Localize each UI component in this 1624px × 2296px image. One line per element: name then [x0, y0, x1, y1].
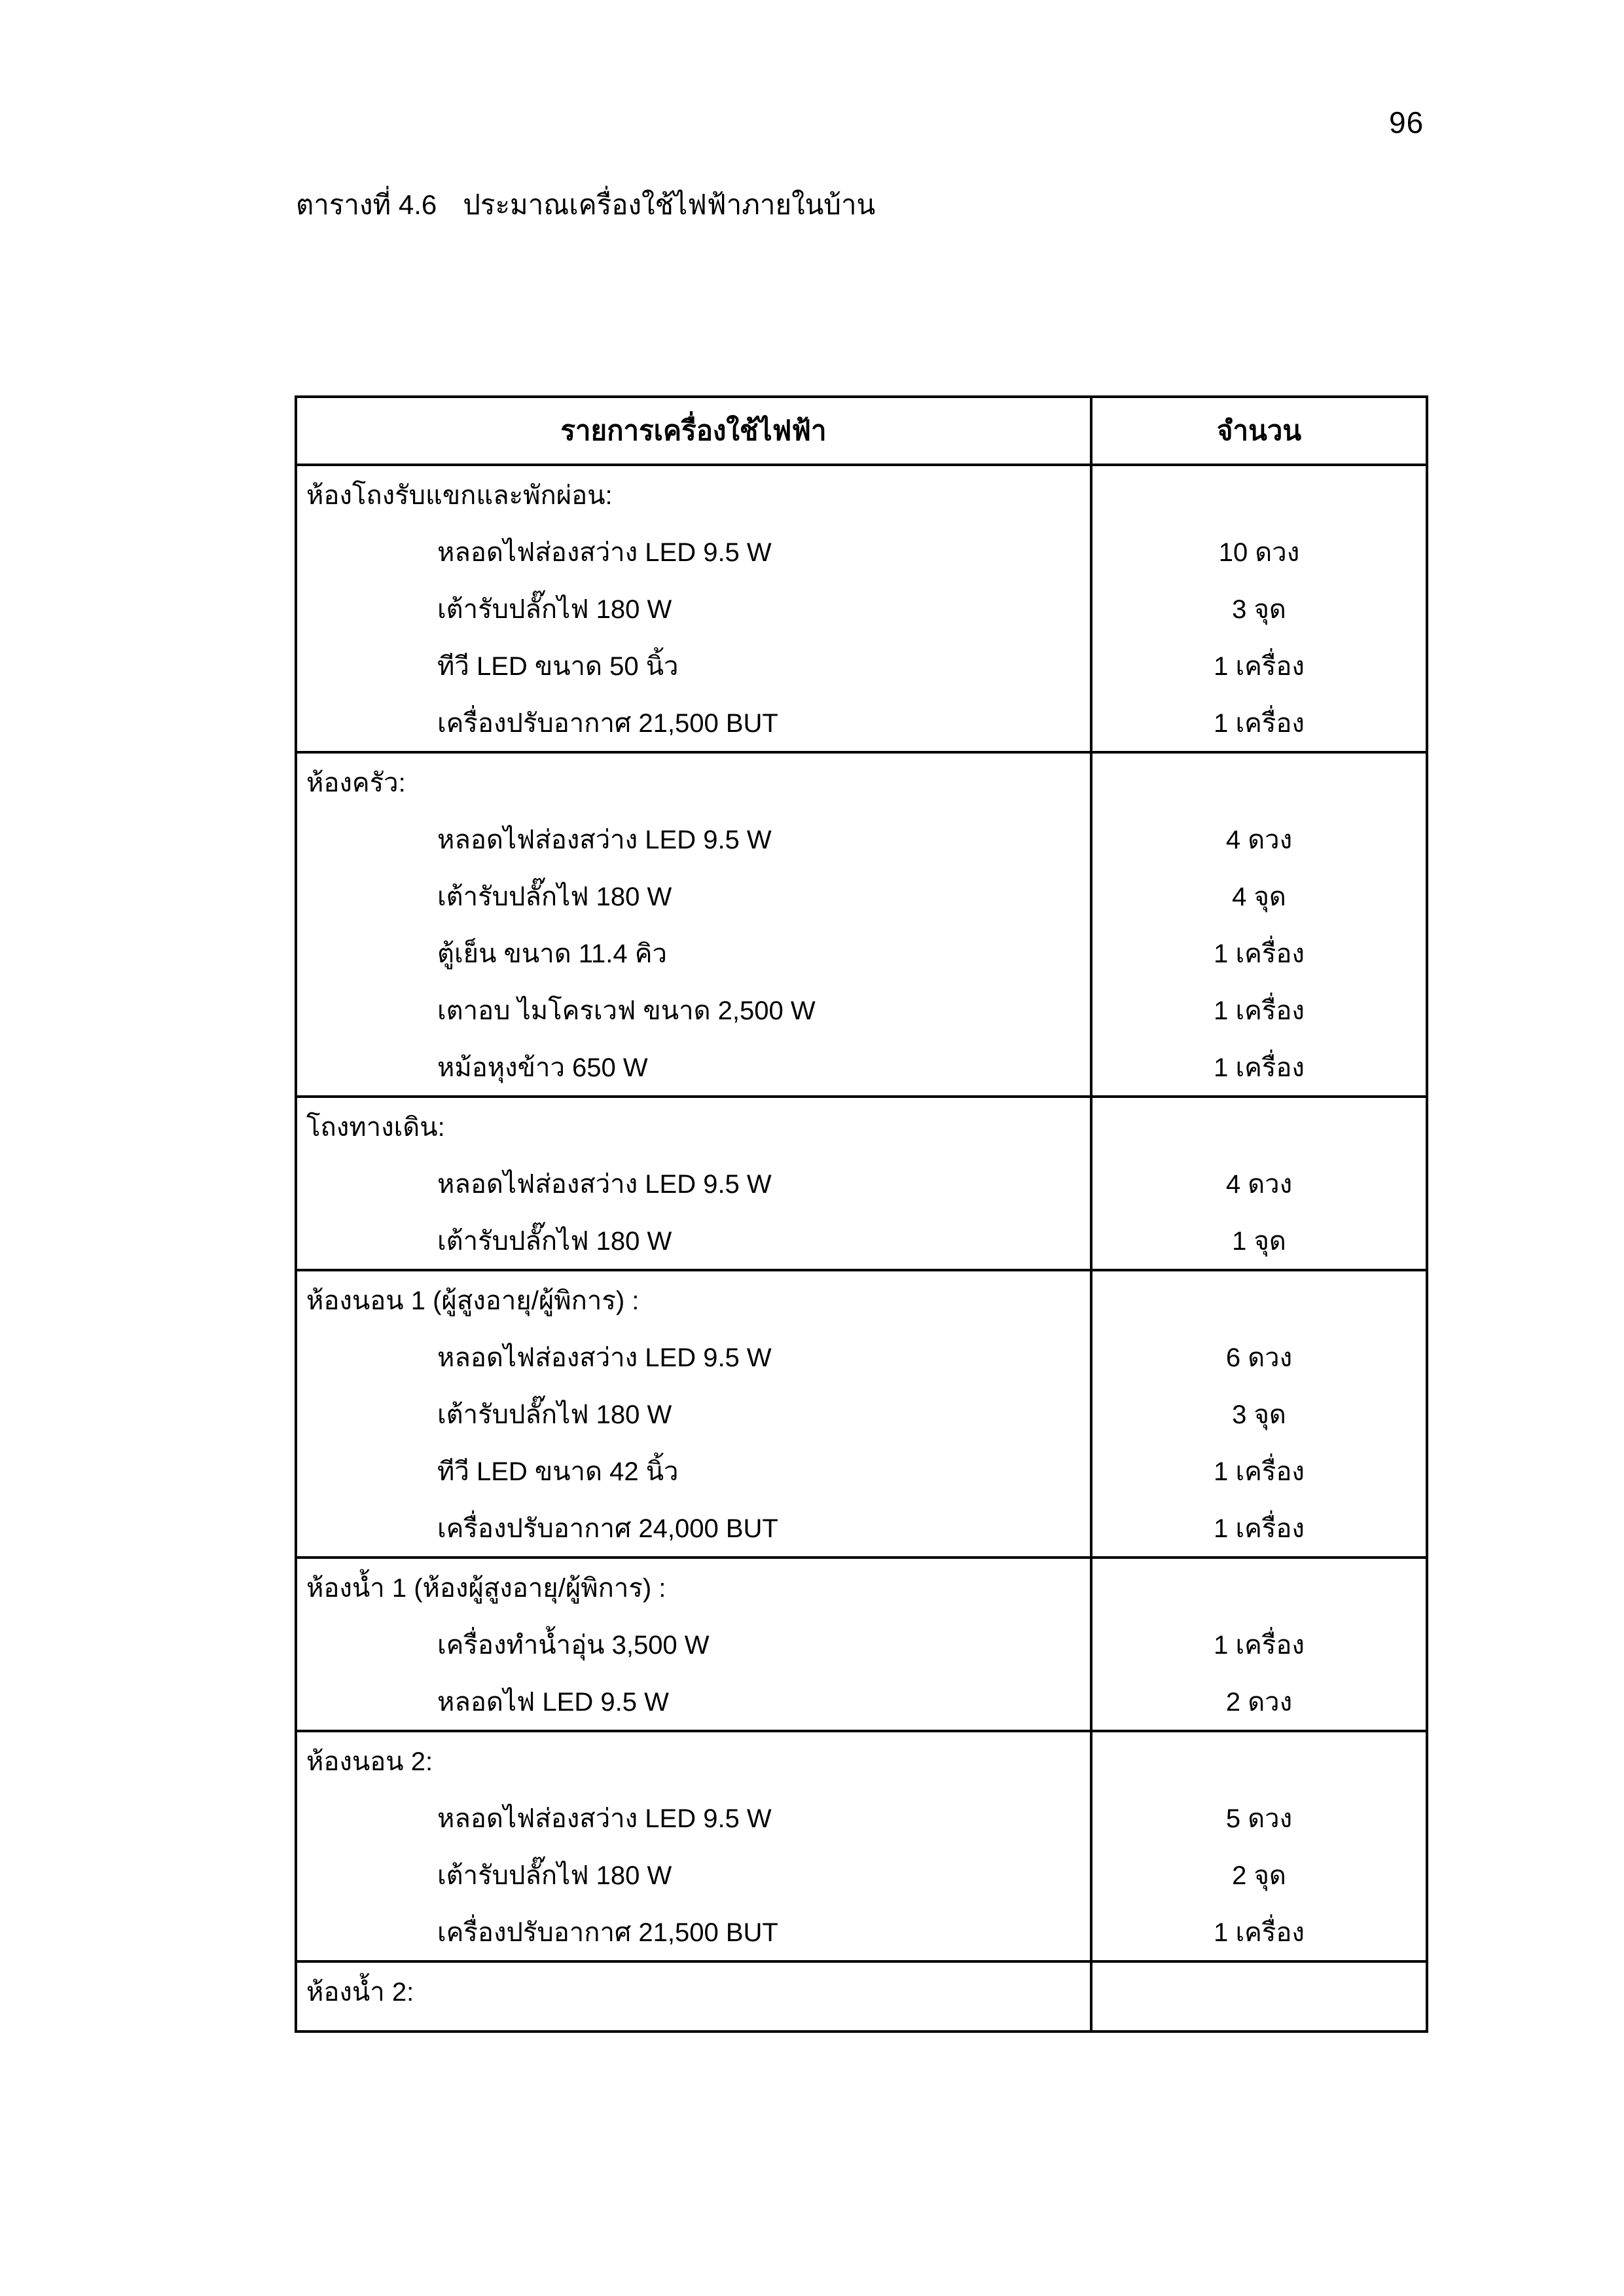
- room-section-row: [296, 465, 1427, 752]
- item-quantity: 1 เครื่อง: [1214, 1514, 1305, 1543]
- room-name: ห้องนอน 1 (ผู้สูงอายุ/ผู้พิการ) :: [306, 1286, 640, 1315]
- item-quantity: 3 จุด: [1232, 594, 1286, 624]
- header-row: [296, 397, 1427, 465]
- item-quantity: 6 ดวง: [1225, 1343, 1293, 1372]
- item-quantity: 1 จุด: [1232, 1226, 1286, 1256]
- quantity-spacer: [1092, 1559, 1426, 1616]
- quantity-spacer: [1092, 1732, 1426, 1789]
- item-quantity: 1 เครื่อง: [1214, 996, 1305, 1025]
- item-name: เครื่องปรับอากาศ 21,500 BUT: [437, 1918, 778, 1947]
- room-name: ห้องนอน 2:: [306, 1747, 433, 1776]
- item-quantity: 1 เครื่อง: [1214, 708, 1305, 738]
- page-number: 96: [1389, 105, 1424, 139]
- room-section-row: [296, 1270, 1427, 1558]
- item-name: เครื่องปรับอากาศ 24,000 BUT: [437, 1514, 778, 1543]
- table-title-text: ประมาณเครื่องใช้ไฟฟ้าภายในบ้าน: [463, 189, 876, 220]
- item-quantity: 3 จุด: [1232, 1400, 1286, 1429]
- quantity-spacer: [1092, 754, 1426, 811]
- item-name: ทีวี LED ขนาด 50 นิ้ว: [437, 651, 679, 681]
- column-header-items: รายการเครื่องใช้ไฟฟ้า: [296, 397, 1091, 465]
- room-items-cell: [296, 1558, 1091, 1731]
- item-quantity: 4 ดวง: [1225, 1169, 1293, 1199]
- room-name: ห้องโถงรับแขกและพักผ่อน:: [306, 481, 613, 510]
- item-name: หลอดไฟส่องสว่าง LED 9.5 W: [437, 825, 772, 854]
- room-items-cell: [296, 752, 1091, 1097]
- item-name: ทีวี LED ขนาด 42 นิ้ว: [437, 1457, 679, 1486]
- item-quantity: 1 เครื่อง: [1214, 1630, 1305, 1660]
- room-section-row: [296, 1731, 1427, 1961]
- table-body: [296, 465, 1427, 2032]
- item-name: หลอดไฟ LED 9.5 W: [437, 1687, 669, 1717]
- room-section-row: [296, 1961, 1427, 2032]
- room-name: ห้องครัว:: [306, 768, 406, 797]
- room-section-row: [296, 1097, 1427, 1270]
- item-quantity: 2 จุด: [1232, 1861, 1286, 1890]
- item-name: หลอดไฟส่องสว่าง LED 9.5 W: [437, 1169, 772, 1199]
- room-items-cell: [296, 465, 1091, 752]
- quantity-spacer: [1092, 1098, 1426, 1155]
- item-name: เต้ารับปลั๊กไฟ 180 W: [437, 1400, 672, 1429]
- item-name: เต้ารับปลั๊กไฟ 180 W: [437, 1861, 672, 1890]
- quantity-spacer: [1092, 1271, 1426, 1328]
- item-name: เต้ารับปลั๊กไฟ 180 W: [437, 882, 672, 911]
- item-quantity: 4 จุด: [1232, 882, 1286, 911]
- item-name: เต้ารับปลั๊กไฟ 180 W: [437, 1226, 672, 1256]
- item-quantity: 1 เครื่อง: [1214, 1918, 1305, 1947]
- table-header: [296, 397, 1427, 465]
- column-header-quantity: จำนวน: [1091, 397, 1427, 465]
- item-quantity: 1 เครื่อง: [1214, 1053, 1305, 1082]
- room-quantities-cell: [1091, 1731, 1427, 1961]
- item-name: เครื่องปรับอากาศ 21,500 BUT: [437, 708, 778, 738]
- quantity-spacer: [1092, 1963, 1426, 2020]
- item-name: เครื่องทำน้ำอุ่น 3,500 W: [437, 1630, 710, 1660]
- table-title-caption: ตารางที่ 4.6: [296, 189, 437, 220]
- room-name: โถงทางเดิน:: [306, 1112, 445, 1142]
- room-items-cell: [296, 1731, 1091, 1961]
- item-quantity: 1 เครื่อง: [1214, 651, 1305, 681]
- room-section-row: [296, 1558, 1427, 1731]
- item-quantity: 5 ดวง: [1225, 1804, 1293, 1833]
- room-quantities-cell: [1091, 465, 1427, 752]
- room-items-cell: [296, 1097, 1091, 1270]
- room-quantities-cell: [1091, 1961, 1427, 2032]
- appliance-table: [295, 395, 1428, 2033]
- room-quantities-cell: [1091, 1097, 1427, 1270]
- room-section-row: [296, 752, 1427, 1097]
- room-quantities-cell: [1091, 1270, 1427, 1558]
- item-quantity: 1 เครื่อง: [1214, 1457, 1305, 1486]
- item-name: หลอดไฟส่องสว่าง LED 9.5 W: [437, 538, 772, 567]
- room-name: ห้องน้ำ 1 (ห้องผู้สูงอายุ/ผู้พิการ) :: [306, 1573, 666, 1603]
- item-name: เตาอบ ไมโครเวฟ ขนาด 2,500 W: [437, 996, 816, 1025]
- room-items-cell: [296, 1270, 1091, 1558]
- table-title: [296, 183, 875, 227]
- item-name: หลอดไฟส่องสว่าง LED 9.5 W: [437, 1343, 772, 1372]
- item-name: หลอดไฟส่องสว่าง LED 9.5 W: [437, 1804, 772, 1833]
- room-quantities-cell: [1091, 1558, 1427, 1731]
- room-name: ห้องน้ำ 2:: [306, 1977, 414, 2007]
- quantity-spacer: [1092, 466, 1426, 523]
- item-name: หม้อหุงข้าว 650 W: [437, 1053, 648, 1082]
- room-items-cell: [296, 1961, 1091, 2032]
- item-quantity: 4 ดวง: [1225, 825, 1293, 854]
- item-name: เต้ารับปลั๊กไฟ 180 W: [437, 594, 672, 624]
- item-name: ตู้เย็น ขนาด 11.4 คิว: [437, 939, 667, 968]
- room-quantities-cell: [1091, 752, 1427, 1097]
- item-quantity: 10 ดวง: [1218, 538, 1300, 567]
- item-quantity: 2 ดวง: [1225, 1687, 1293, 1717]
- item-quantity: 1 เครื่อง: [1214, 939, 1305, 968]
